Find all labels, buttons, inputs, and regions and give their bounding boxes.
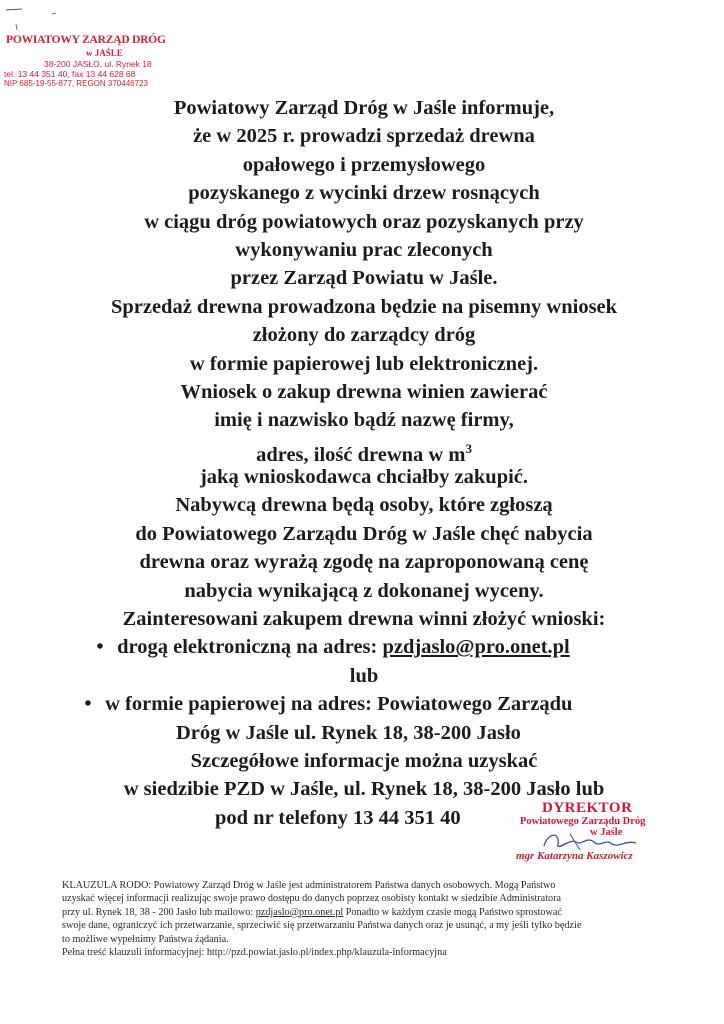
announcement-line: jaką wnioskodawca chciałby zakupić. xyxy=(199,466,529,489)
announcement-line: Sprzedaż drewna prowadzona będzie na pisemny wniosek xyxy=(110,295,618,318)
gdpr-clause xyxy=(62,879,674,959)
gdpr-line-email xyxy=(62,906,674,919)
announcement-line: opałowego i przemysłowego xyxy=(242,153,486,176)
announcement-line: Nabywcą drewna będą osoby, które zgłoszą xyxy=(175,494,553,517)
announcement-text xyxy=(40,94,688,832)
signature-city: w Jaśle xyxy=(590,827,623,838)
bullet-email xyxy=(40,633,688,661)
bullet-icon: • xyxy=(96,636,104,659)
announcement-line: imię i nazwisko bądź nazwę firmy, xyxy=(214,409,514,432)
details-line: w siedzibie PZD w Jaśle, ul. Rynek 18, 38-200 Jasło lub xyxy=(123,778,605,801)
announcement-line: w formie papierowej lub elektronicznej. xyxy=(189,352,539,375)
bullet-paper-label: w formie papierowej na adres: Powiatowego Zarządu xyxy=(105,693,573,716)
email-link[interactable]: pzdjaslo@pro.onet.pl xyxy=(382,636,570,659)
announcement-line: przez Zarząd Powiatu w Jaśle. xyxy=(230,267,498,290)
volume-text: adres, ilość drewna w m xyxy=(256,443,466,466)
stamp-office-name: POWIATOWY ZARZĄD DRÓG xyxy=(6,34,166,46)
gdpr-line: swoje dane, ograniczyć ich przetwarzanie, sprzeciwić się przetwarzaniu Państwa danych oraz je usunąć, a my jeśli tylko będzie xyxy=(62,920,582,932)
announcement-line: złożony do zarządcy dróg xyxy=(252,324,476,347)
gdpr-line: to możliwe wypełnimy Państwa żądania. xyxy=(62,933,229,945)
gdpr-info-link: Pełna treść klauzuli informacyjnej: http://pzd.powiat.jaslo.pl/index.php/klauzula-informacyjna xyxy=(62,947,447,959)
stamp-city: w JAŚLE xyxy=(86,48,123,58)
announcement-line: że w 2025 r. prowadzi sprzedaż drewna xyxy=(193,125,535,148)
director-signature-stamp xyxy=(510,800,710,870)
cubic-superscript: 3 xyxy=(465,440,472,456)
announcement-line: Powiatowy Zarząd Dróg w Jaśle informuje, xyxy=(173,97,555,119)
bullet-paper xyxy=(40,690,688,718)
details-phone-line: pod nr telefony 13 44 351 40 xyxy=(215,806,461,829)
announcement-line: do Powiatowego Zarządu Dróg w Jaśle chęć nabycia xyxy=(135,522,593,545)
announcement-line: pozyskanego z wycinki drzew rosnących xyxy=(188,182,540,205)
signature-org: Powiatowego Zarządu Dróg xyxy=(520,816,646,827)
signature-title: DYREKTOR xyxy=(542,800,633,816)
announcement-line: wykonywaniu prac zleconych xyxy=(235,238,493,261)
announcement-line-volume xyxy=(40,435,688,466)
or-text: lub xyxy=(349,664,379,687)
announcement-line: nabycia wynikającą z dokonanej wyceny. xyxy=(184,579,544,602)
gdpr-line-part: przy ul. Rynek 18, 38 - 200 Jasło lub mailowo: xyxy=(62,906,256,918)
bullet-email-label: drogą elektroniczną na adres: xyxy=(117,636,383,659)
announcement-line: w ciągu dróg powiatowych oraz pozyskanych przy xyxy=(144,210,584,233)
gdpr-line: KLAUZULA RODO: Powiatowy Zarząd Dróg w Jaśle jest administratorem Państwa danych osobowych. Mogą Państwo xyxy=(62,880,556,891)
gdpr-line: uzyskać więcej informacji realizując swoje prawo dostępu do danych poprzez osobisty kontakt w siedzibie Administratora xyxy=(62,893,562,905)
signature-name: mgr Katarzyna Kaszowicz xyxy=(516,850,633,862)
stamp-phone: tel. 13 44 351 40, fax 13 44 628 68 xyxy=(4,69,136,79)
stamp-tax-ids: NIP 685-19-55-877, REGON 370446723 xyxy=(4,79,148,88)
gdpr-line-part: Ponadto w każdym czasie mogą Państwo sprostować xyxy=(343,906,562,918)
stamp-address: 38-200 JASŁO, ul. Rynek 18 xyxy=(44,59,152,69)
announcement-line: drewna oraz wyrażą zgodę na zaproponowaną cenę xyxy=(139,551,589,574)
bullet-paper-continuation: Dróg w Jaśle ul. Rynek 18, 38-200 Jasło xyxy=(176,721,521,744)
announcement-line: Wniosek o zakup drewna winien zawierać xyxy=(180,380,548,403)
gdpr-email-link[interactable]: pzdjaslo@pro.onet.pl xyxy=(255,906,344,918)
details-line: Szczegółowe informacje można uzyskać xyxy=(190,749,538,772)
announcement-line: Zainteresowani zakupem drewna winni złożyć wnioski: xyxy=(122,608,606,631)
bullet-icon: • xyxy=(84,693,92,716)
